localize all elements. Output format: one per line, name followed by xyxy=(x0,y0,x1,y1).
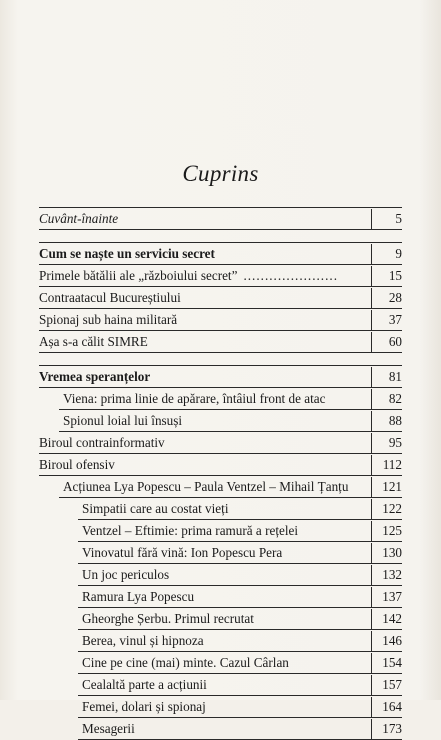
toc-entry-page: 82 xyxy=(388,391,402,406)
dot-leader: ...................... xyxy=(243,268,338,283)
page-column-divider xyxy=(371,499,372,520)
toc-entry xyxy=(39,630,402,652)
toc-entry-page: 132 xyxy=(382,567,402,582)
toc-entry xyxy=(39,331,402,353)
toc-entry xyxy=(39,476,402,498)
toc-entry-title: Primele bătălii ale „războiului secret” ...................... xyxy=(39,268,338,283)
toc-entry-page: 154 xyxy=(382,655,402,670)
toc-entry-page: 146 xyxy=(382,633,402,648)
page-column-divider xyxy=(371,587,372,608)
page-column-divider xyxy=(371,653,372,674)
toc-entry-page: 125 xyxy=(382,523,402,538)
toc-entry-title: Simpatii care au costat vieți xyxy=(82,501,229,516)
toc-entry-title: Cuvânt-înainte xyxy=(39,211,119,226)
toc-entry-title: Viena: prima linie de apărare, întâiul front de atac xyxy=(63,391,326,406)
toc-entry-title: Mesagerii xyxy=(82,721,135,736)
toc-entry-title: Vinovatul fără vină: Ion Popescu Pera xyxy=(82,545,283,560)
page-column-divider xyxy=(371,609,372,630)
toc-entry-title: Biroul contrainformativ xyxy=(39,435,165,450)
toc-entry-page: 157 xyxy=(382,677,402,692)
toc-entry-page: 137 xyxy=(382,589,402,604)
page-column-divider xyxy=(371,332,372,353)
toc-entry-page: 173 xyxy=(382,721,402,736)
toc-entry xyxy=(39,366,402,388)
toc-entry-title: Femei, dolari și spionaj xyxy=(82,699,206,714)
toc-entry-page: 95 xyxy=(388,435,402,450)
page-column-divider xyxy=(371,266,372,287)
toc-entry-title: Ventzel – Eftimie: prima ramură a rețelei xyxy=(82,523,299,538)
toc-entry xyxy=(39,309,402,331)
toc-entry-title: Spionul loial lui însuși xyxy=(63,413,183,428)
toc-entry-title: Berea, vinul și hipnoza xyxy=(82,633,204,648)
toc-entry-page: 28 xyxy=(388,290,402,305)
toc-entry xyxy=(39,388,402,410)
toc-entry-title: Cine pe cine (mai) minte. Cazul Cârlan xyxy=(82,655,289,670)
toc-entry-title: Un joc periculos xyxy=(82,567,170,582)
toc-entry xyxy=(39,498,402,520)
toc-entry xyxy=(39,520,402,542)
toc-entry-title: Cum se naște un serviciu secret xyxy=(39,246,215,261)
toc-entry-page: 121 xyxy=(382,479,402,494)
spacer xyxy=(39,230,402,242)
page-column-divider xyxy=(371,433,372,454)
toc-entry-page: 60 xyxy=(388,334,402,349)
toc-entry xyxy=(39,696,402,718)
toc-entry-page: 15 xyxy=(388,268,402,283)
page-column-divider xyxy=(371,565,372,586)
page-column-divider xyxy=(371,367,372,388)
page-column-divider xyxy=(371,697,372,718)
toc-entry-title: Ramura Lya Popescu xyxy=(82,589,195,604)
page-column-divider xyxy=(371,310,372,331)
toc-entry xyxy=(39,432,402,454)
page-column-divider xyxy=(371,411,372,432)
toc-entry xyxy=(39,652,402,674)
toc-entry xyxy=(39,265,402,287)
toc-entry-page: 88 xyxy=(388,413,402,428)
toc-entry xyxy=(39,287,402,309)
toc-entry xyxy=(39,564,402,586)
page-column-divider xyxy=(371,631,372,652)
toc-entry-title: Cealaltă parte a acțiunii xyxy=(82,677,207,692)
toc-entry-title: Acțiunea Lya Popescu – Paula Ventzel – Mihail Țanțu xyxy=(63,479,349,494)
entry-underline xyxy=(39,229,402,230)
page-column-divider xyxy=(371,455,372,476)
toc-entry-title: Gheorghe Șerbu. Primul recrutat xyxy=(82,611,254,626)
page-column-divider xyxy=(371,477,372,498)
toc-entry-title: Așa s-a călit SIMRE xyxy=(39,334,148,349)
entry-underline xyxy=(39,352,402,353)
toc-entry-title: Contraatacul Bucureștiului xyxy=(39,290,181,305)
toc-entry xyxy=(39,718,402,740)
toc-entry xyxy=(39,410,402,432)
toc-entry xyxy=(39,454,402,476)
toc-entry xyxy=(39,674,402,696)
toc-entry-page: 122 xyxy=(382,501,402,516)
toc-entry xyxy=(39,243,402,265)
page-column-divider xyxy=(371,209,372,230)
page-title: Cuprins xyxy=(182,161,259,186)
toc-entry-page: 81 xyxy=(388,369,402,384)
toc-entry-page: 164 xyxy=(382,699,402,714)
page-column-divider xyxy=(371,389,372,410)
page-column-divider xyxy=(371,521,372,542)
toc-entry xyxy=(39,586,402,608)
table-of-contents xyxy=(39,207,402,740)
spacer xyxy=(39,353,402,365)
page-column-divider xyxy=(371,288,372,309)
toc-entry-page: 112 xyxy=(382,457,402,472)
page-column-divider xyxy=(371,675,372,696)
toc-entry-page: 142 xyxy=(382,611,402,626)
page-column-divider xyxy=(371,244,372,265)
page-column-divider xyxy=(371,719,372,740)
toc-entry-page: 5 xyxy=(395,211,402,226)
page-column-divider xyxy=(371,543,372,564)
toc-entry xyxy=(39,208,402,230)
toc-entry xyxy=(39,542,402,564)
toc-entry-page: 9 xyxy=(395,246,402,261)
toc-entry-page: 130 xyxy=(382,545,402,560)
toc-entry-title: Spionaj sub haina militară xyxy=(39,312,178,327)
toc-entry-title: Vremea speranțelor xyxy=(39,369,151,384)
toc-entry-title: Biroul ofensiv xyxy=(39,457,115,472)
toc-entry xyxy=(39,608,402,630)
toc-entry-page: 37 xyxy=(388,312,402,327)
